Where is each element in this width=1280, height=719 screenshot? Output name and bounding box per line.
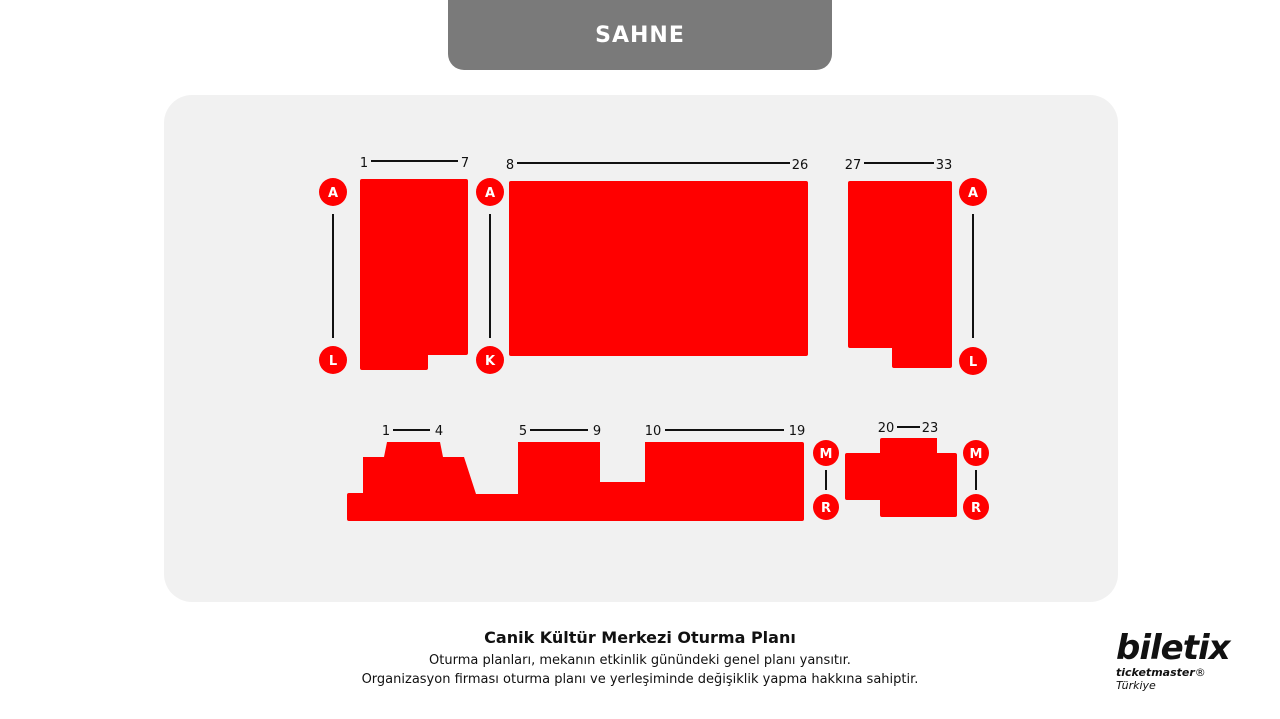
row-badge-top-left-start <box>319 178 347 206</box>
seat-block-top-center[interactable] <box>509 181 808 356</box>
svg-text:A: A <box>327 186 339 201</box>
logo-region: Türkiye <box>1116 679 1156 692</box>
seat-label-bottom-right-start: 20 <box>877 421 895 436</box>
disclaimer-line-2: Organizasyon firması oturma planı ve yerleşiminde değişiklik yapma hakkına sahiptir. <box>361 672 919 687</box>
biletix-logo <box>1116 628 1246 692</box>
logo-sub-brand: ticketmaster <box>1116 666 1195 679</box>
row-badge-bottom-right-start <box>963 440 989 466</box>
seat-block-bottom-right[interactable] <box>845 438 957 517</box>
plan-title: Canik Kültür Merkezi Oturma Planı <box>484 628 796 647</box>
svg-text:M: M <box>819 447 833 462</box>
row-badge-bottom-left-start <box>813 440 839 466</box>
seat-block-top-left[interactable] <box>360 179 468 370</box>
row-badge-top-right-start <box>959 178 987 206</box>
svg-text:R: R <box>970 501 982 516</box>
svg-text:L: L <box>968 355 978 370</box>
footer <box>0 628 1280 689</box>
seat-label-top-left-end: 7 <box>460 156 470 171</box>
row-badge-bottom-left-end <box>813 494 839 520</box>
stage-label: SAHNE <box>595 23 685 48</box>
disclaimer-line-1: Oturma planları, mekanın etkinlik günündeki genel planı yansıtır. <box>429 653 851 668</box>
row-badge-top-right-end <box>959 347 987 375</box>
row-badge-top-left-end <box>319 346 347 374</box>
svg-text:R: R <box>820 501 832 516</box>
seat-label-top-center-start: 8 <box>505 158 515 173</box>
seat-label-bottom-c-start: 10 <box>644 424 662 439</box>
svg-text:A: A <box>484 186 496 201</box>
svg-text:K: K <box>484 354 496 369</box>
row-badge-top-center-end <box>476 346 504 374</box>
seat-label-bottom-a-start: 1 <box>381 424 391 439</box>
seat-label-bottom-a-end: 4 <box>434 424 444 439</box>
seat-label-top-left-start: 1 <box>359 156 369 171</box>
seat-label-top-right-start: 27 <box>844 158 862 173</box>
seat-block-top-right[interactable] <box>848 181 952 368</box>
logo-brand: biletix <box>1116 628 1230 668</box>
logo-subtitle: ticketmaster® Türkiye <box>1116 666 1206 692</box>
seat-label-bottom-c-end: 19 <box>788 424 806 439</box>
svg-text:M: M <box>969 447 983 462</box>
seat-block-bottom-left[interactable] <box>347 442 804 521</box>
row-badge-bottom-right-end <box>963 494 989 520</box>
row-badge-top-center-start <box>476 178 504 206</box>
svg-text:L: L <box>328 354 338 369</box>
svg-text:A: A <box>967 186 979 201</box>
seat-label-top-center-end: 26 <box>791 158 809 173</box>
seat-label-bottom-b-end: 9 <box>592 424 602 439</box>
seat-label-bottom-right-end: 23 <box>921 421 939 436</box>
seat-label-top-right-end: 33 <box>935 158 953 173</box>
seat-label-bottom-b-start: 5 <box>518 424 528 439</box>
